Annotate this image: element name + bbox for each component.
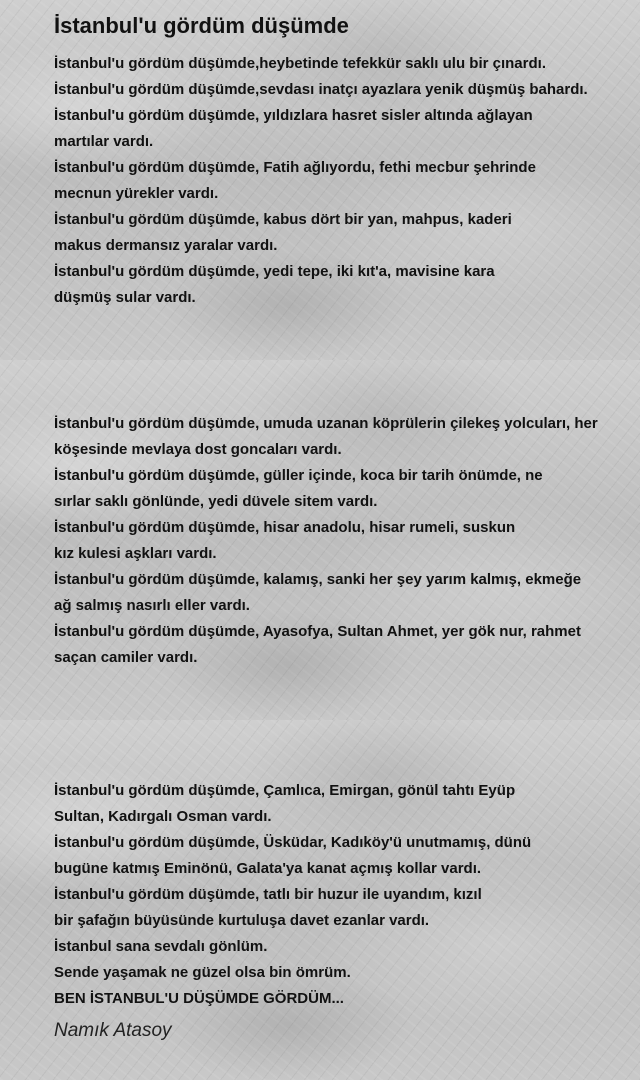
- verse-line: İstanbul'u gördüm düşümde, kalamış, sanki her şey yarım kalmış, ekmeğe: [54, 571, 582, 588]
- verse-line: İstanbul'u gördüm düşümde, Çamlıca, Emirgan, gönül tahtı Eyüp: [54, 782, 516, 799]
- stanza-2: [54, 411, 598, 671]
- verse-line: İstanbul'u gördüm düşümde, Fatih ağlıyordu, fethi mecbur şehrinde: [54, 159, 536, 176]
- verse-line: sırlar saklı gönlünde, yedi düvele sitem vardı.: [54, 493, 378, 510]
- poem-card-2: [0, 360, 640, 720]
- verse-line: Sultan, Kadırgalı Osman vardı.: [54, 808, 272, 825]
- verse-line: köşesinde mevlaya dost goncaları vardı.: [54, 441, 342, 458]
- stanza-1: [54, 51, 588, 311]
- verse-line: martılar vardı.: [54, 133, 154, 150]
- verse-line: kız kulesi aşkları vardı.: [54, 545, 217, 562]
- poem-author: Namık Atasoy: [54, 1020, 172, 1041]
- verse-line: İstanbul'u gördüm düşümde, kabus dört bir yan, mahpus, kaderi: [54, 211, 512, 228]
- verse-line: Sende yaşamak ne güzel olsa bin ömrüm.: [54, 964, 351, 981]
- verse-line: İstanbul'u gördüm düşümde, yıldızlara hasret sisler altında ağlayan: [54, 107, 533, 124]
- verse-line: İstanbul'u gördüm düşümde, umuda uzanan köprülerin çilekeş yolcuları, her: [54, 415, 598, 432]
- verse-line: mecnun yürekler vardı.: [54, 185, 219, 202]
- verse-line: İstanbul'u gördüm düşümde, yedi tepe, iki kıt'a, mavisine kara: [54, 263, 495, 280]
- verse-line: düşmüş sular vardı.: [54, 289, 196, 306]
- verse-line: İstanbul'u gördüm düşümde, tatlı bir huzur ile uyandım, kızıl: [54, 886, 482, 903]
- verse-line: ağ salmış nasırlı eller vardı.: [54, 597, 250, 614]
- poem-card-3: [0, 720, 640, 1080]
- verse-line: BEN İSTANBUL'U DÜŞÜMDE GÖRDÜM...: [54, 990, 344, 1007]
- verse-line: İstanbul sana sevdalı gönlüm.: [54, 938, 268, 955]
- verse-line: İstanbul'u gördüm düşümde,heybetinde tefekkür saklı ulu bir çınardı.: [54, 55, 546, 72]
- stanza-3: [54, 778, 531, 1012]
- poem-card-1: [0, 0, 640, 360]
- verse-line: İstanbul'u gördüm düşümde, Ayasofya, Sultan Ahmet, yer gök nur, rahmet: [54, 623, 581, 640]
- verse-line: makus dermansız yaralar vardı.: [54, 237, 278, 254]
- verse-line: bir şafağın büyüsünde kurtuluşa davet ezanlar vardı.: [54, 912, 430, 929]
- verse-line: İstanbul'u gördüm düşümde, hisar anadolu, hisar rumeli, suskun: [54, 519, 516, 536]
- verse-line: İstanbul'u gördüm düşümde,sevdası inatçı ayazlara yenik düşmüş bahardı.: [54, 81, 588, 98]
- verse-line: İstanbul'u gördüm düşümde, Üsküdar, Kadıköy'ü unutmamış, dünü: [54, 834, 532, 851]
- verse-line: saçan camiler vardı.: [54, 649, 198, 666]
- verse-line: İstanbul'u gördüm düşümde, güller içinde, koca bir tarih önümde, ne: [54, 467, 543, 484]
- verse-line: bugüne katmış Eminönü, Galata'ya kanat açmış kollar vardı.: [54, 860, 482, 877]
- poem-title: İstanbul'u gördüm düşümde: [54, 13, 349, 38]
